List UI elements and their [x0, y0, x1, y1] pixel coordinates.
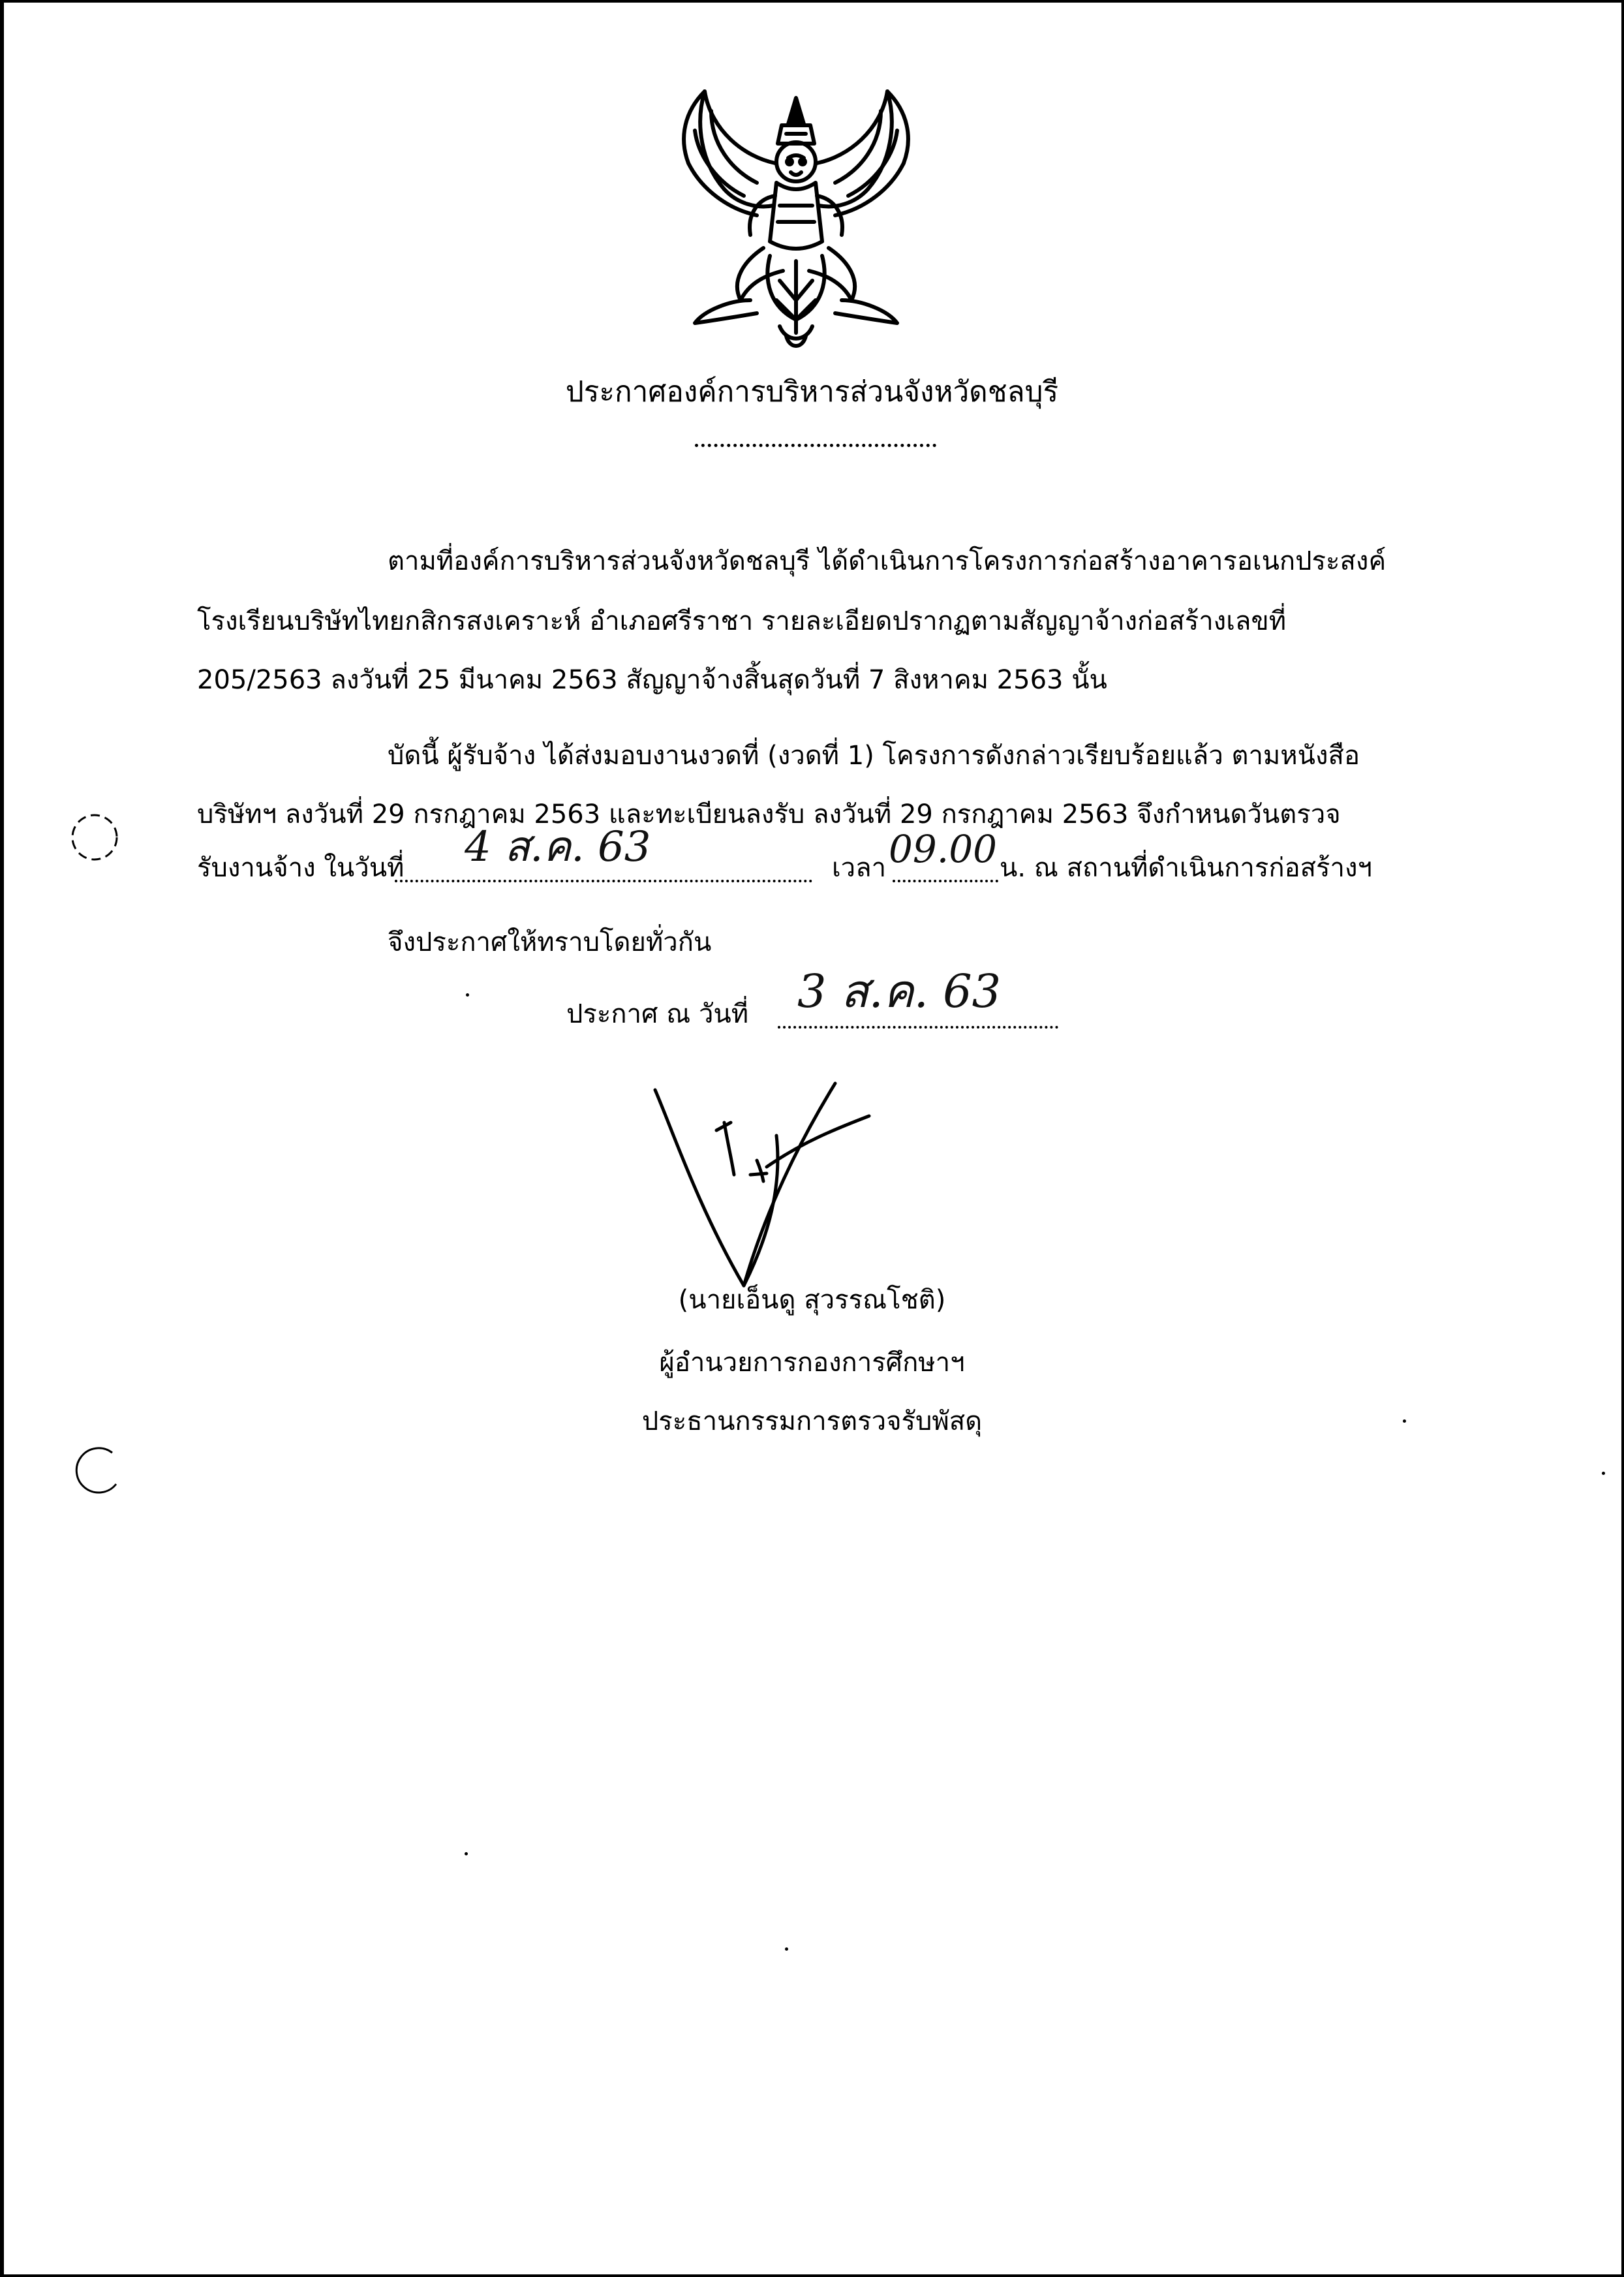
punch-hole-icon	[65, 808, 124, 867]
scan-border-left	[0, 0, 4, 2277]
paragraph-1-line-1: ตามที่องค์การบริหารส่วนจังหวัดชลบุรี ได้ดำเนินการโครงการก่อสร้างอาคารอเนกประสงค์	[388, 546, 1387, 576]
signatory-name: (นายเอ็นดู สุวรรณโชติ)	[678, 1285, 946, 1315]
scan-speck	[1602, 1472, 1605, 1475]
document-title: ประกาศองค์การบริหารส่วนจังหวัดชลบุรี	[565, 375, 1059, 409]
scan-speck	[466, 993, 469, 997]
signature-icon	[646, 1077, 907, 1299]
paragraph-2-line-3-end: น. ณ สถานที่ดำเนินการก่อสร้างฯ	[1000, 853, 1372, 883]
handwritten-inspection-time: 09.00	[889, 827, 998, 871]
scan-border-top	[0, 0, 1624, 3]
signatory-position: ผู้อำนวยการกองการศึกษาฯ	[659, 1348, 965, 1378]
punch-hole-icon	[67, 1442, 125, 1501]
scan-border-right	[1621, 0, 1624, 2277]
paragraph-2-line-1: บัดนี้ ผู้รับจ้าง ได้ส่งมอบงานงวดที่ (งวดที่ 1) โครงการดังกล่าวเรียบร้อยแล้ว ตามหนังสือ	[388, 741, 1360, 771]
announce-date-dots	[778, 1017, 1058, 1029]
paragraph-1-line-3: 205/2563 ลงวันที่ 25 มีนาคม 2563 สัญญาจ้างสิ้นสุดวันที่ 7 สิงหาคม 2563 นั้น	[197, 665, 1107, 695]
scan-border-bottom	[0, 2274, 1624, 2277]
inspection-date-dots	[395, 871, 812, 882]
time-label: เวลา	[832, 853, 887, 883]
signatory-role: ประธานกรรมการตรวจรับพัสดุ	[641, 1406, 983, 1436]
handwritten-announce-date: 3 ส.ค. 63	[797, 965, 1002, 1018]
closing-text: จึงประกาศให้ทราบโดยทั่วกัน	[388, 927, 712, 957]
title-divider	[695, 444, 936, 447]
scan-speck	[785, 1947, 788, 1951]
inspection-time-dots	[893, 871, 998, 882]
paragraph-1-line-2: โรงเรียนบริษัทไทยกสิกรสงเคราะห์ อำเภอศรีราชา รายละเอียดปรากฏตามสัญญาจ้างก่อสร้างเลขที่	[197, 606, 1287, 636]
paragraph-2-line-2: บริษัทฯ ลงวันที่ 29 กรกฎาคม 2563 และทะเบียนลงรับ ลงวันที่ 29 กรกฎาคม 2563 จึงกำหนดวันตรวจ	[197, 799, 1341, 829]
scan-speck	[465, 1852, 468, 1855]
scan-speck	[1403, 1419, 1406, 1423]
garuda-emblem-icon	[666, 85, 927, 359]
paragraph-2-line-3-label: รับงานจ้าง ในวันที่	[197, 853, 405, 883]
handwritten-inspection-date: 4 ส.ค. 63	[465, 823, 651, 871]
announce-date-label: ประกาศ ณ วันที่	[566, 999, 749, 1029]
